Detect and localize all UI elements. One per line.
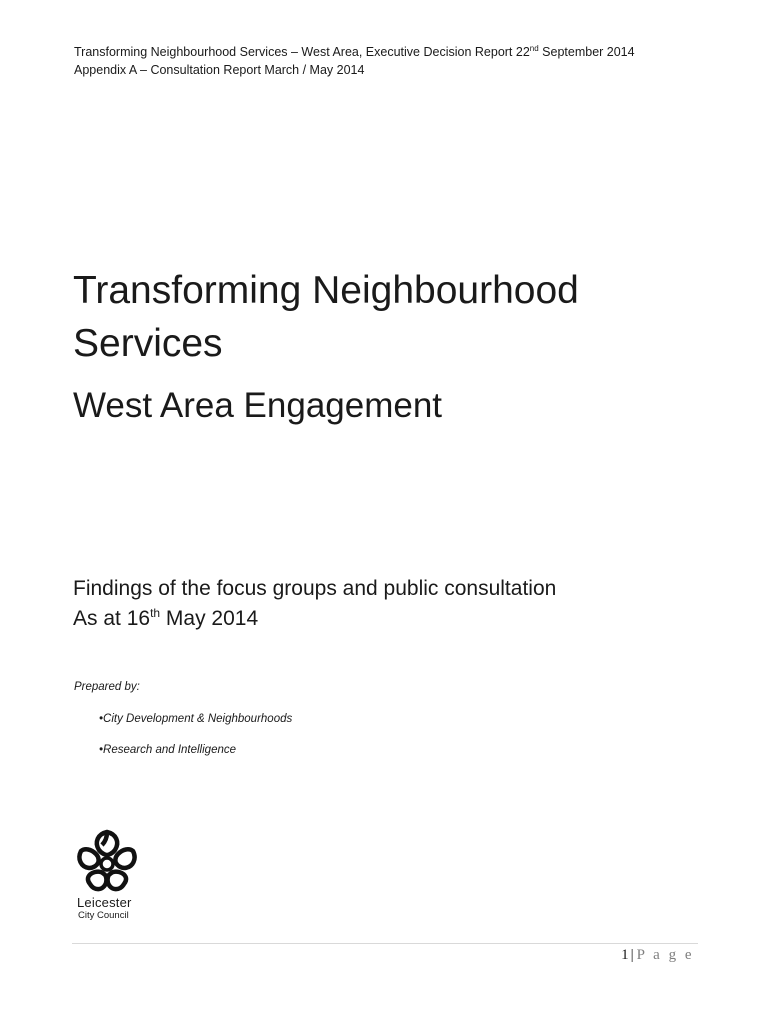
footer-divider	[72, 943, 698, 944]
page-number	[621, 947, 694, 964]
findings-line-2	[73, 604, 713, 634]
page-title: Transforming Neighbourhood Services	[73, 269, 579, 365]
findings-date-text: As at 16	[73, 607, 151, 630]
logo-wordmark: Leicester	[77, 895, 132, 910]
header-ordinal: nd	[529, 43, 539, 53]
header-line-1	[74, 44, 694, 62]
page-word: P a g e	[636, 947, 694, 963]
header-line-2: Appendix A – Consultation Report March / May 2014	[74, 62, 365, 77]
list-item: •Research and Intelligence	[99, 744, 237, 756]
page-subtitle: West Area Engagement	[73, 386, 443, 425]
leicester-rose-icon	[72, 828, 142, 894]
findings-date-rest: May 2014	[160, 607, 259, 630]
findings-ordinal: th	[150, 606, 161, 620]
document-header	[74, 44, 694, 79]
findings-heading	[73, 574, 713, 634]
page-number-separator: |	[630, 947, 634, 963]
logo-subtitle: City Council	[78, 910, 129, 921]
prepared-by-label: Prepared by:	[74, 681, 140, 693]
title-block	[73, 264, 713, 426]
list-item: •City Development & Neighbourhoods	[99, 713, 293, 725]
page-number-value: 1	[621, 947, 629, 963]
header-text-date: September 2014	[538, 45, 635, 59]
findings-line-1: Findings of the focus groups and public consultation	[73, 577, 557, 600]
prepared-by-list	[99, 712, 292, 774]
council-logo	[72, 828, 142, 922]
header-text: Transforming Neighbourhood Services – West Area, Executive Decision Report 22	[74, 45, 530, 59]
